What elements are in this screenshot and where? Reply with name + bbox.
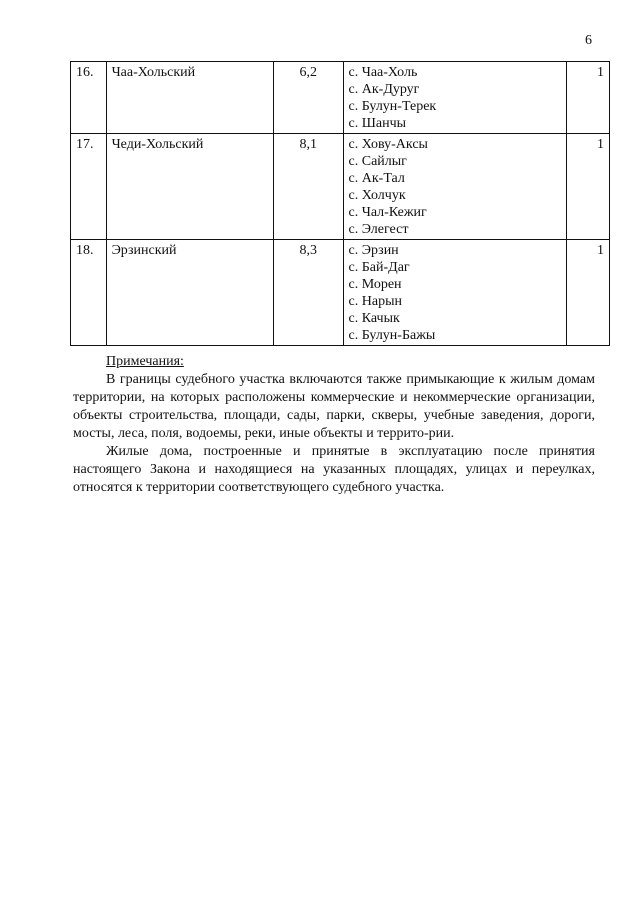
notes-title: Примечания: bbox=[106, 354, 184, 369]
district-name: Чеди-Хольский bbox=[106, 134, 273, 240]
table-body bbox=[71, 62, 610, 346]
village-item: с. Холчук bbox=[348, 188, 406, 203]
page-number: 6 bbox=[585, 33, 592, 48]
village-list bbox=[343, 240, 566, 346]
notes-paragraph-2: Жилые дома, построенные и принятые в эксплуатацию после принятия настоящего Закона и находящиеся на указанных площадях, улицах и переулках, относятся к территории соответствующего судебного участка. bbox=[73, 444, 595, 495]
district-name: Эрзинский bbox=[106, 240, 273, 346]
village-item: с. Булун-Бажы bbox=[348, 328, 436, 343]
village-item: с. Булун-Терек bbox=[348, 99, 437, 114]
village-item: с. Шанчы bbox=[348, 116, 407, 131]
table-row bbox=[71, 134, 610, 240]
village-item: с. Эрзин bbox=[348, 243, 399, 258]
village-item: с. Сайлыг bbox=[348, 154, 407, 169]
district-value: 8,3 bbox=[274, 240, 344, 346]
village-list bbox=[343, 62, 566, 134]
village-item: с. Морен bbox=[348, 277, 402, 292]
village-item: с. Нарын bbox=[348, 294, 402, 309]
district-value: 8,1 bbox=[274, 134, 344, 240]
district-name: Чаа-Хольский bbox=[106, 62, 273, 134]
village-item: с. Бай-Даг bbox=[348, 260, 410, 275]
court-count: 1 bbox=[566, 62, 609, 134]
village-item: с. Ак-Тал bbox=[348, 171, 405, 186]
village-item: с. Качык bbox=[348, 311, 400, 326]
village-item: с. Ак-Дуруг bbox=[348, 82, 420, 97]
village-list bbox=[343, 134, 566, 240]
village-item: с. Элегест bbox=[348, 222, 409, 237]
village-item: с. Хову-Аксы bbox=[348, 137, 428, 152]
village-item: с. Чаа-Холь bbox=[348, 65, 418, 80]
court-count: 1 bbox=[566, 240, 609, 346]
row-number: 17. bbox=[71, 134, 107, 240]
districts-table bbox=[70, 61, 610, 346]
table-row bbox=[71, 62, 610, 134]
district-value: 6,2 bbox=[274, 62, 344, 134]
village-item: с. Чал-Кежиг bbox=[348, 205, 427, 220]
notes-section bbox=[73, 353, 595, 497]
court-count: 1 bbox=[566, 134, 609, 240]
row-number: 16. bbox=[71, 62, 107, 134]
row-number: 18. bbox=[71, 240, 107, 346]
table-row bbox=[71, 240, 610, 346]
notes-paragraph-1: В границы судебного участка включаются также примыкающие к жилым домам территории, на которых расположены коммерческие и некоммерческие организации, объекты строительства, площади, сады, парки, скверы, учебные заведения, дороги, мосты, леса, поля, водоемы, реки, иные объекты и террито-рии. bbox=[73, 372, 595, 441]
